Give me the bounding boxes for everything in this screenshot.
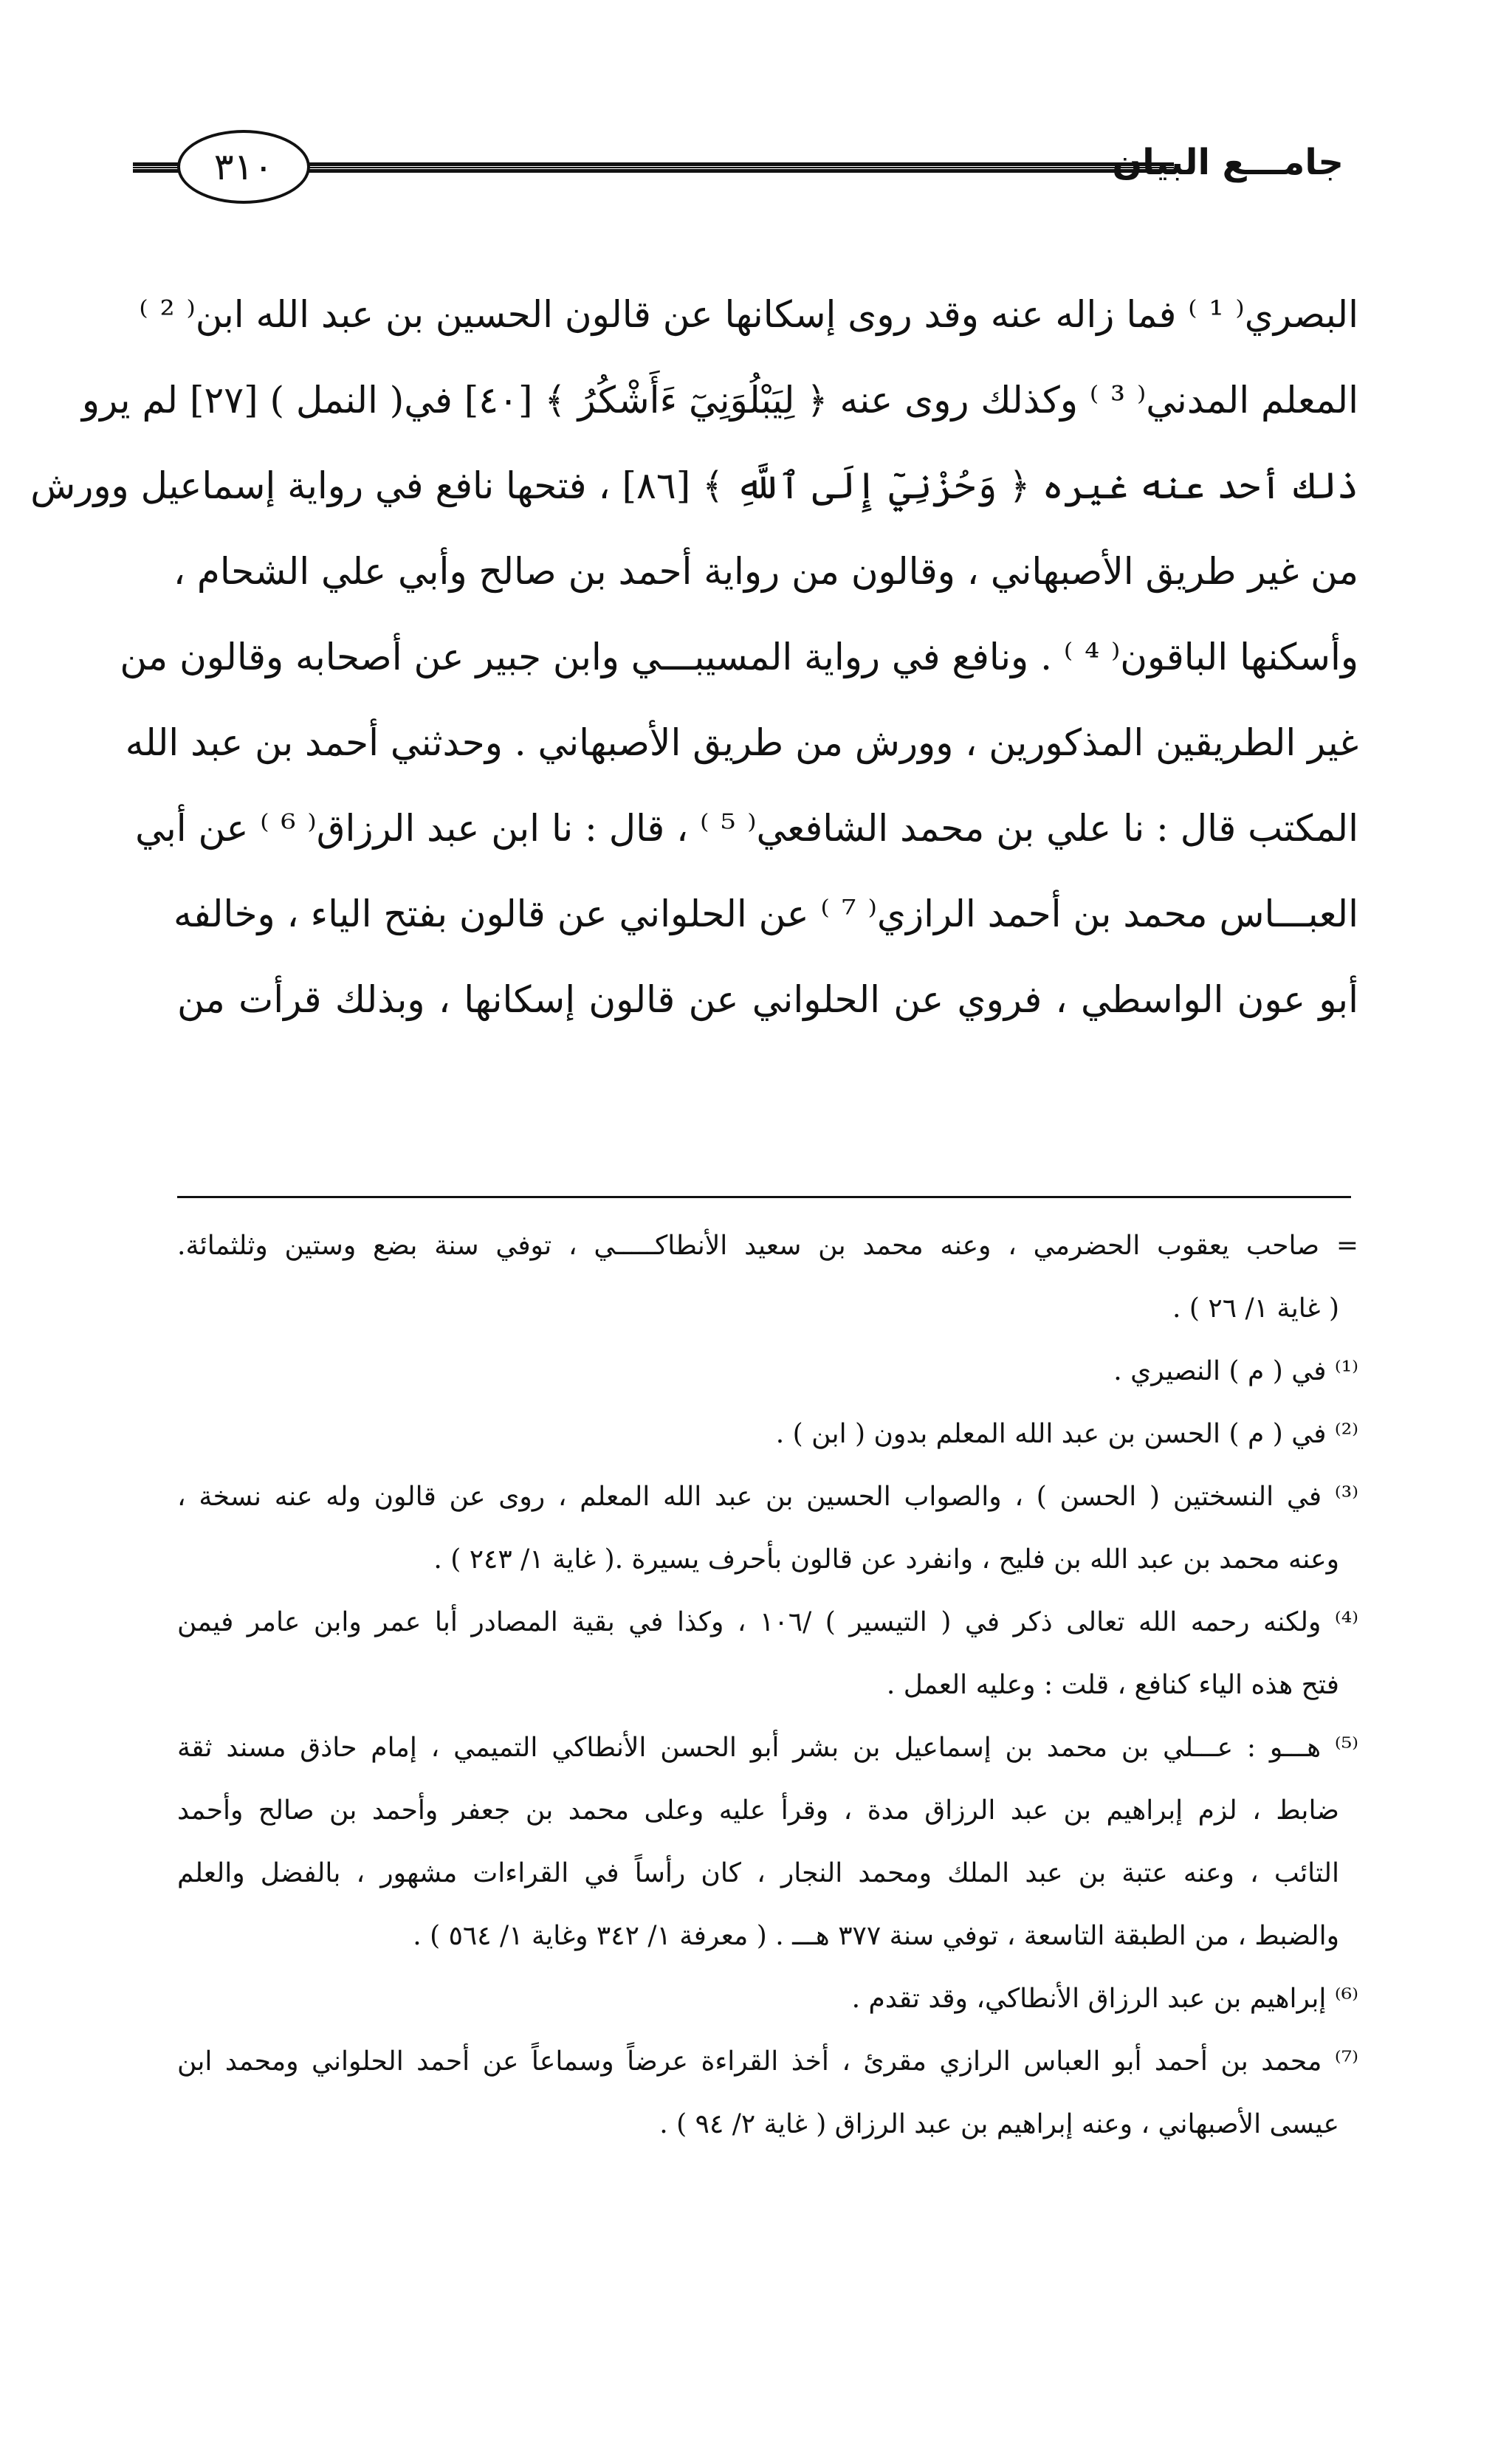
page-header — [133, 125, 1344, 207]
main-text-line: أبو عون الواسطي ، فروي عن الحلواني عن قالون إسكانها ، وبذلك قرأت من — [177, 978, 1358, 1021]
footnote-line: = صاحب يعقوب الحضرمي ، وعنه محمد بن سعيد الأنطاكـــــي ، توفي سنة بضع وستين وثلثمائة. — [177, 1231, 1359, 1261]
main-text-line: ذلك أحد عنه غيره ﴿ وَحُزْنِيٓ إِلَى ٱللَّهِ ﴾ [٨٦] ، فتحها نافع في رواية إسماعيل وورش — [30, 464, 1358, 507]
footnote-separator — [177, 1196, 1351, 1198]
footnote-line: ⁽²⁾ في ( م ) الحسن بن عبد الله المعلم بدون ( ابن ) . — [775, 1419, 1358, 1449]
page-number: ٣١٠ — [177, 130, 310, 204]
footnote-line: ⁽³⁾ في النسختين ( الحسن ) ، والصواب الحسين بن عبد الله المعلم ، روى عن قالون وله عنه نسخة ، — [177, 1482, 1358, 1512]
footnote-line: ⁽⁶⁾ إبراهيم بن عبد الرزاق الأنطاكي، وقد تقدم . — [851, 1984, 1358, 2014]
footnote-line: ⁽⁴⁾ ولكنه رحمه الله تعالى ذكر في ( التيسير ) /١٠٦ ، وكذا في بقية المصادر أبا عمر وابن عامر فيمن — [177, 1607, 1359, 1637]
main-text-line: غير الطريقين المذكورين ، وورش من طريق الأصبهاني . وحدثني أحمد بن عبد الله — [125, 721, 1358, 764]
main-text-line: المعلم المدني⁽ ³ ⁾ وكذلك روى عنه ﴿ لِيَبْلُوَنِيٓ ءَأَشْكُرُ ﴾ [٤٠] في( النمل ) [٢٧] لم يرو — [81, 379, 1358, 422]
footnote-line: عيسى الأصبهاني ، وعنه إبراهيم بن عبد الرزاق ( غاية ٢/ ٩٤ ) . — [659, 2109, 1339, 2139]
running-title: جامـــع البيان — [1112, 142, 1344, 183]
footnote-line: وعنه محمد بن عبد الله بن فليح ، وانفرد عن قالون بأحرف يسيرة .( غاية ١/ ٢٤٣ ) . — [433, 1544, 1339, 1575]
footnote-line: ضابط ، لزم إبراهيم بن عبد الرزاق مدة ، وقرأ عليه وعلى محمد بن جعفر وأحمد بن صالح وأحمد — [177, 1795, 1339, 1826]
footnote-line: ⁽⁵⁾ هـــو : عـــلي بن محمد بن إسماعيل بن بشر أبو الحسن الأنطاكي التميمي ، إمام حاذق مسند ثقة — [177, 1733, 1358, 1763]
footnote-line: ⁽⁷⁾ محمد بن أحمد أبو العباس الرازي مقرئ ، أخذ القراءة عرضاً وسماعاً عن أحمد الحلواني ومحمد ابن — [177, 2046, 1358, 2077]
main-text-line: المكتب قال : نا علي بن محمد الشافعي⁽ ⁵ ⁾ ، قال : نا ابن عبد الرزاق⁽ ⁶ ⁾ عن أبي — [135, 807, 1358, 850]
main-text-block — [30, 272, 1358, 1042]
main-text-line: البصري⁽ ¹ ⁾ فما زاله عنه وقد روى إسكانها عن قالون الحسين بن عبد الله ابن⁽ ² ⁾ — [139, 293, 1358, 336]
footnote-line: ( غاية ١/ ٢٦ ) . — [1172, 1293, 1339, 1324]
footnote-line: فتح هذه الياء كنافع ، قلت : وعليه العمل . — [886, 1670, 1339, 1700]
main-text-line: من غير طريق الأصبهاني ، وقالون من رواية أحمد بن صالح وأبي علي الشحام ، — [173, 550, 1358, 593]
main-text-line: وأسكنها الباقون⁽ ⁴ ⁾ . ونافع في رواية المسيبـــي وابن جبير عن أصحابه وقالون من — [120, 636, 1358, 678]
main-text-line: العبـــاس محمد بن أحمد الرازي⁽ ⁷ ⁾ عن الحلواني عن قالون بفتح الياء ، وخالفه — [173, 893, 1358, 935]
footnote-line: ⁽¹⁾ في ( م ) النصيري . — [1113, 1356, 1358, 1386]
footnote-line: التائب ، وعنه عتبة بن عبد الملك ومحمد النجار ، كان رأساً في القراءات مشهور ، بالفضل والعلم — [177, 1858, 1339, 1888]
footnote-line: والضبط ، من الطبقة التاسعة ، توفي سنة ٣٧٧ هـــ . ( معرفة ١/ ٣٤٢ وغاية ١/ ٥٦٤ ) . — [413, 1921, 1339, 1951]
footnotes-block — [177, 1214, 1358, 2156]
